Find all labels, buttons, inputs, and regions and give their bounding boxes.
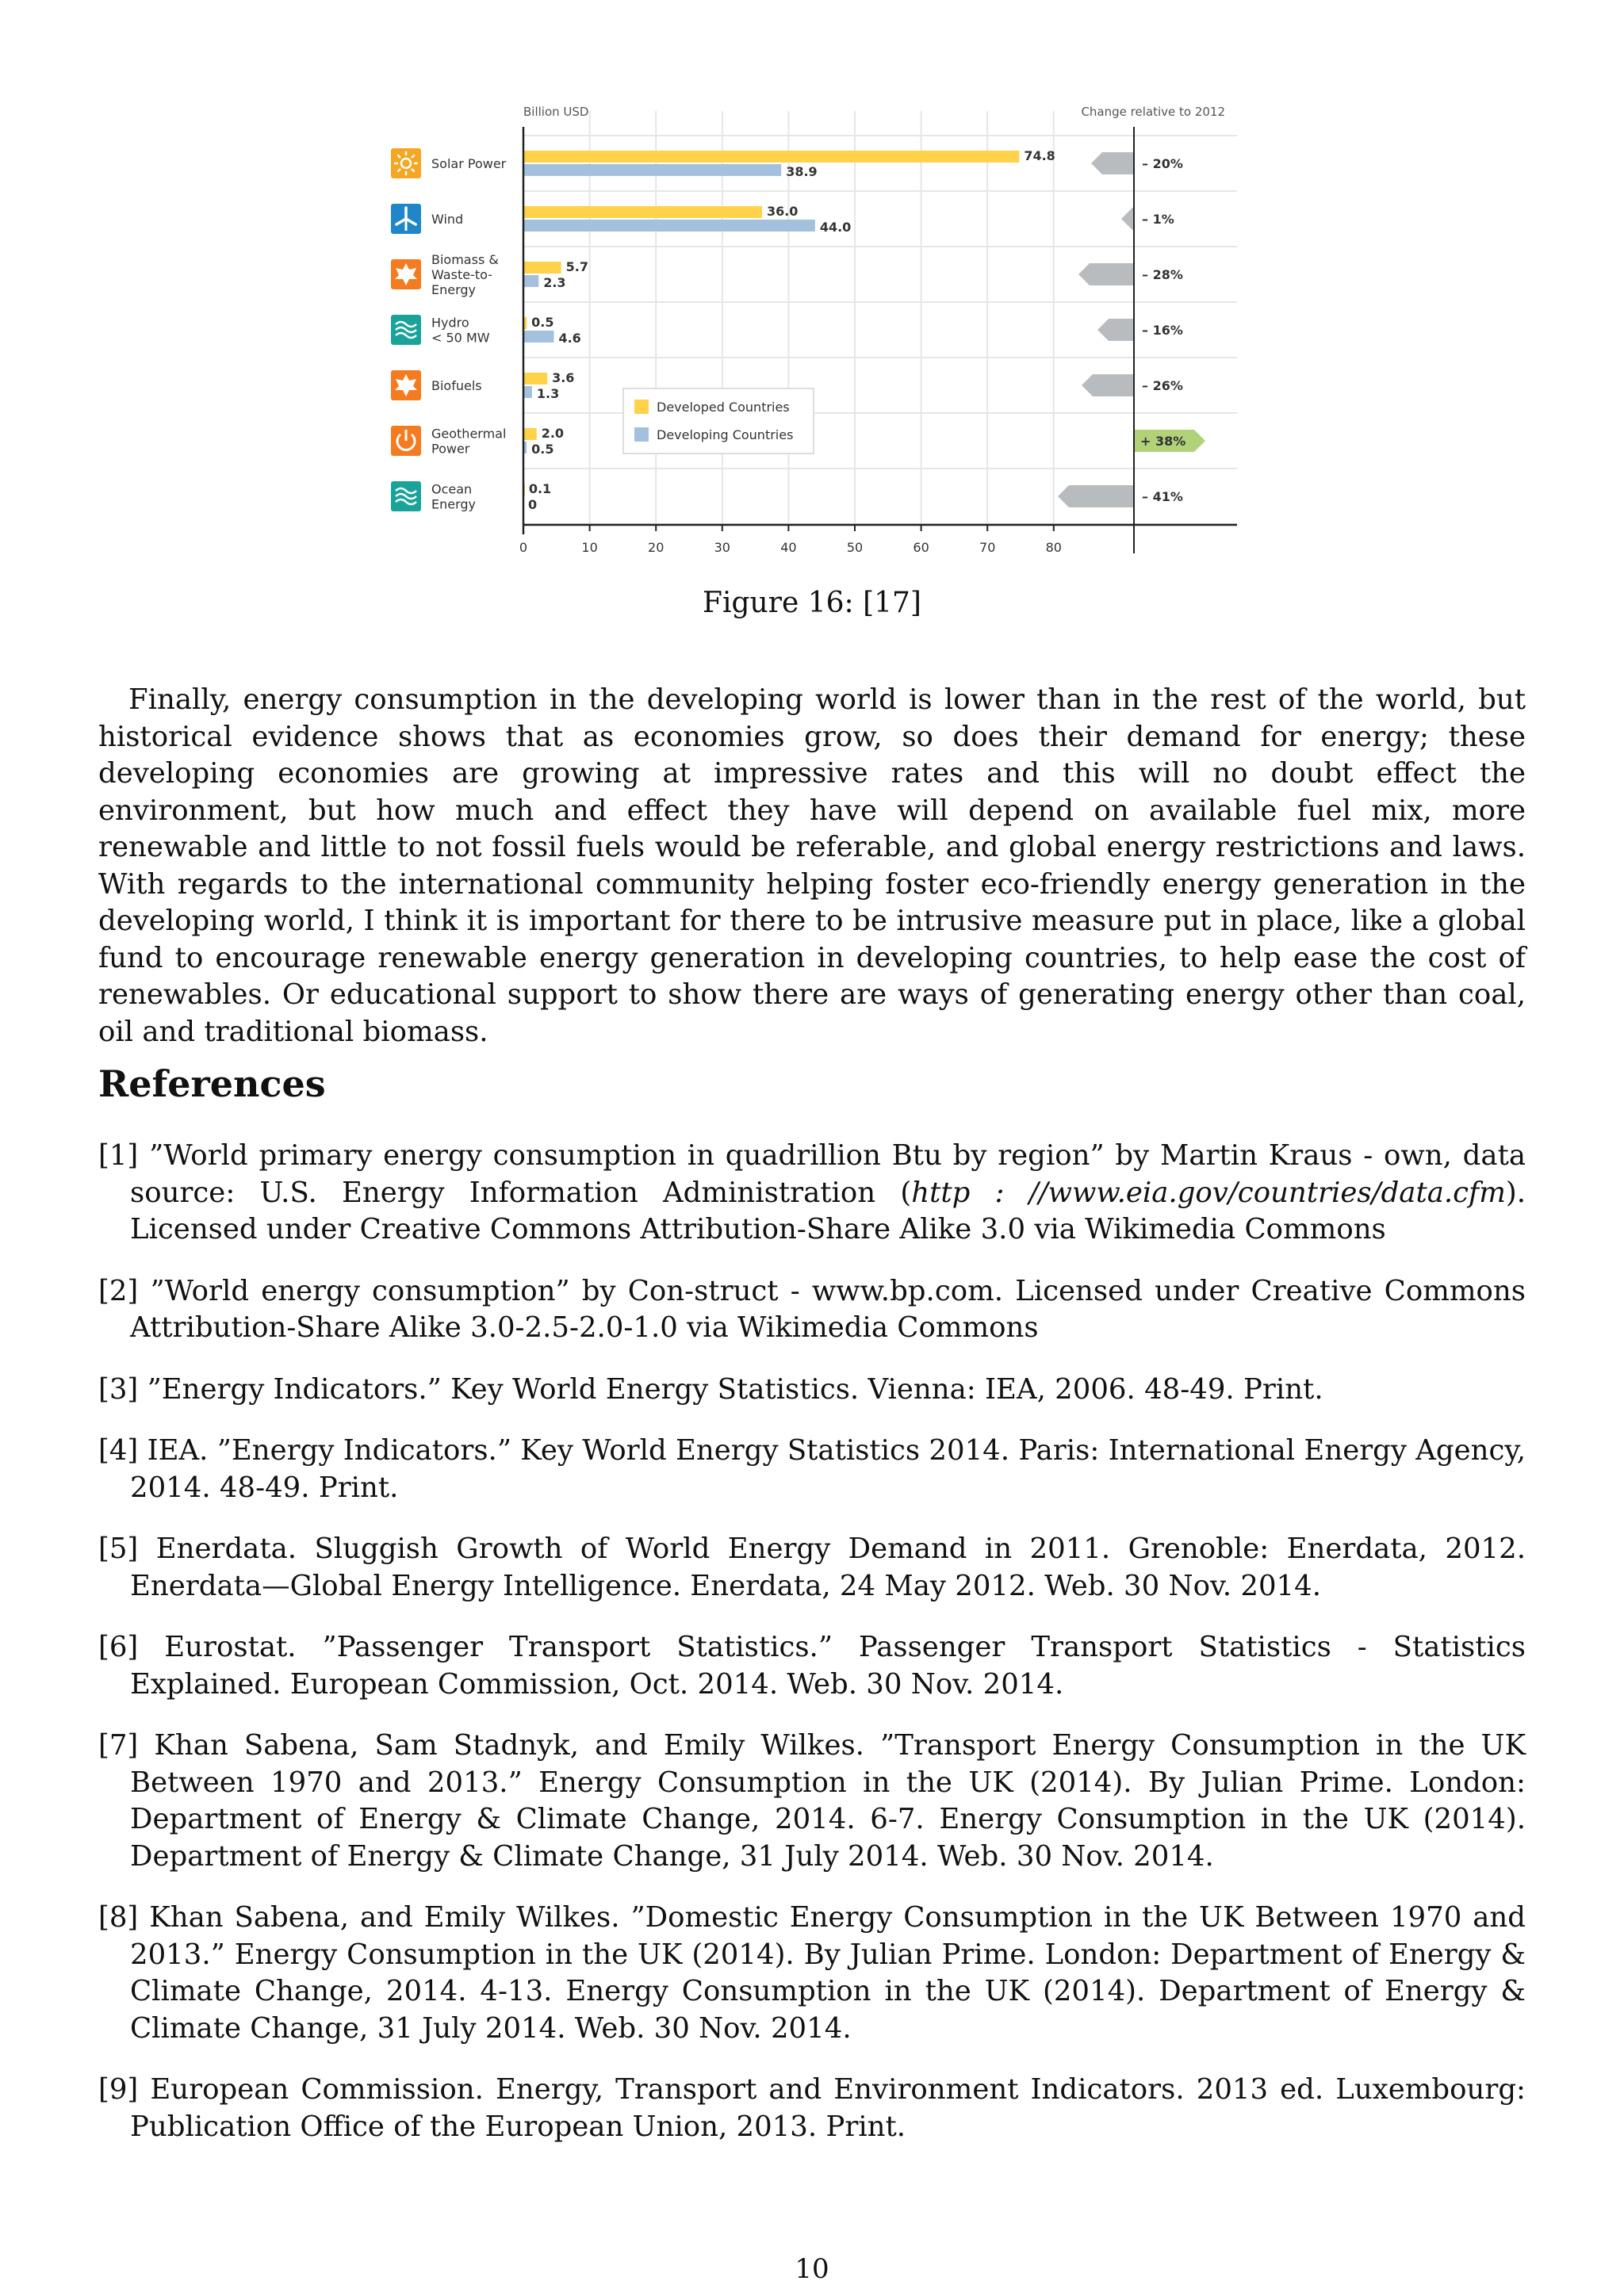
reference-item: [9] European Commission. Energy, Transport and Environment Indicators. 2013 ed. Luxembourg: Publication Office of the European Union, 2013. Print. (98, 2073, 1526, 2143)
bar-developing (523, 220, 815, 232)
leaf-icon (391, 259, 421, 289)
value-label-developing: 2.3 (543, 275, 566, 290)
legend-box (623, 388, 814, 453)
references-list (98, 1138, 1526, 2170)
category-label: Energy (431, 496, 477, 512)
reference-item: [4] IEA. ”Energy Indicators.” Key World Energy Statistics 2014. Paris: International Energy Agency, 2014. 48-49. Print. (98, 1434, 1526, 1504)
bar-developed (523, 206, 762, 218)
change-header-label: Change relative to 2012 (1081, 105, 1225, 119)
figure (373, 87, 1277, 563)
legend-label-developing: Developing Countries (657, 427, 794, 442)
body-paragraph: Finally, energy consumption in the developing world is lower than in the rest of the world, but historical evidence shows that as economies grow, so does their demand for energy; these developing economies are growing at impressive rates and this will no doubt effect the environment, but how much and effect they have will depend on available fuel mix, more renewable and little to not fossil fuels would be referable, and global energy restrictions and laws. With regards to the international community helping foster eco-friendly energy generation in the developing world, I think it is important for there to be intrusive measure put in place, like a global fund to encourage renewable energy generation in developing countries, to help ease the cost of renewables. Or educational support to show there are ways of generating energy other than coal, oil and traditional biomass. (98, 683, 1526, 1048)
leaf-icon (391, 370, 421, 400)
value-label-developing: 4.6 (558, 331, 581, 346)
x-tick-label: 20 (648, 540, 665, 555)
category-label: Waste-to- (431, 267, 492, 282)
value-label-developing: 38.9 (786, 164, 818, 179)
value-label-developing: 1.3 (536, 386, 560, 401)
reference-url: http : //www.eia.gov/countries/data.cfm (911, 1176, 1506, 1209)
water-waves-icon (391, 481, 421, 511)
legend (623, 388, 814, 453)
change-arrow-negative (1082, 374, 1134, 396)
change-label: – 1% (1142, 212, 1174, 227)
category-label: Hydro (431, 315, 469, 331)
bar-developing (523, 331, 553, 342)
category-label: Biofuels (431, 378, 482, 393)
x-tick-label: 30 (714, 540, 730, 555)
x-tick-label: 0 (519, 540, 528, 555)
reference-item: [8] Khan Sabena, and Emily Wilkes. ”Domestic Energy Consumption in the UK Between 1970 and 2013.” Energy Consumption in the UK (2014). By Julian Prime. London: Department of Energy & Climate Change, 2014. 4-13. Energy Consumption in the UK (2014). Department of Energy & Climate Change, 31 July 2014. Web. 30 Nov. 2014. (98, 1901, 1526, 2045)
x-tick-label: 70 (979, 540, 996, 555)
reference-item: [2] ”World energy consumption” by Con-struct - www.bp.com. Licensed under Creative Commons Attribution-Share Alike 3.0-2.5-2.0-1.0 via Wikimedia Commons (98, 1274, 1526, 1344)
value-label-developing: 44.0 (819, 220, 852, 235)
value-label-developing: 0 (528, 497, 538, 512)
legend-swatch-developing (634, 427, 649, 442)
reference-item: [6] Eurostat. ”Passenger Transport Statistics.” Passenger Transport Statistics - Statistics Explained. European Commission, Oct. 2014. Web. 30 Nov. 2014. (98, 1631, 1526, 1701)
legend-swatch-developed (634, 400, 649, 414)
value-label-developed: 36.0 (766, 204, 799, 219)
bar-developing (523, 164, 781, 176)
bar-developed (523, 151, 1019, 163)
category-label: Power (431, 441, 470, 457)
page-number: 10 (795, 2253, 829, 2285)
figure-caption: Figure 16: [17] (703, 587, 921, 619)
value-label-developed: 5.7 (565, 259, 588, 274)
power-icon (391, 426, 421, 456)
reference-item: [1] ”World primary energy consumption in quadrillion Btu by region” by Martin Kraus - own, data source: U.S. Energy Information Administration (http : //www.eia.gov/countries/data.cfm). Licensed under Creative Commons Attribution-Share Alike 3.0 via Wikimedia Commons (98, 1139, 1526, 1246)
x-tick-label: 80 (1045, 540, 1062, 555)
change-arrow-negative (1097, 319, 1134, 341)
investment-bar-chart (373, 87, 1277, 563)
change-arrow-negative (1091, 152, 1134, 174)
category-label: Geothermal (431, 426, 507, 442)
change-label: – 26% (1142, 378, 1183, 393)
category-label: Energy (431, 282, 477, 297)
change-label: – 41% (1142, 489, 1183, 504)
bar-developed (523, 373, 547, 385)
category-label: Biomass & (431, 252, 499, 267)
body-text (98, 682, 1526, 1050)
x-tick-label: 60 (913, 540, 929, 555)
change-arrow-negative (1121, 208, 1134, 230)
references-heading: References (98, 1062, 326, 1105)
wind-turbine-icon (391, 204, 421, 234)
value-label-developing: 0.5 (531, 442, 554, 457)
change-label: – 20% (1142, 156, 1183, 171)
reference-item: [5] Enerdata. Sluggish Growth of World Energy Demand in 2011. Grenoble: Enerdata, 2012. Enerdata—Global Energy Intelligence. Enerdata, 24 May 2012. Web. 30 Nov. 2014. (98, 1533, 1526, 1602)
category-label: < 50 MW (431, 330, 490, 346)
value-label-developed: 0.5 (531, 315, 554, 330)
bar-developing (523, 275, 538, 287)
x-tick-label: 40 (780, 540, 797, 555)
x-tick-label: 10 (581, 540, 598, 555)
category-label: Wind (431, 212, 464, 227)
bar-developing (523, 386, 532, 398)
sun-icon (391, 148, 421, 178)
bar-developed (523, 428, 537, 440)
change-arrow-negative (1058, 485, 1134, 507)
y-unit-label: Billion USD (523, 105, 589, 119)
category-label: Ocean (431, 481, 473, 497)
change-label: – 16% (1142, 323, 1183, 338)
change-label: – 28% (1142, 267, 1183, 282)
value-label-developed: 3.6 (552, 370, 575, 385)
x-tick-label: 50 (846, 540, 864, 555)
change-label: + 38% (1140, 434, 1186, 449)
legend-label-developed: Developed Countries (657, 400, 790, 415)
value-label-developed: 74.8 (1024, 148, 1055, 163)
bar-developed (523, 262, 561, 274)
change-arrow-negative (1078, 263, 1134, 285)
value-label-developed: 0.1 (528, 481, 552, 496)
reference-item: [3] ”Energy Indicators.” Key World Energy Statistics. Vienna: IEA, 2006. 48-49. Print. (98, 1372, 1323, 1406)
category-label: Solar Power (431, 156, 507, 171)
water-waves-icon (391, 315, 421, 345)
value-label-developed: 2.0 (541, 426, 565, 441)
reference-item: [7] Khan Sabena, Sam Stadnyk, and Emily Wilkes. ”Transport Energy Consumption in the UK Between 1970 and 2013.” Energy Consumption in the UK (2014). By Julian Prime. London: Department of Energy & Climate Change, 2014. 6-7. Energy Consumption in the UK (2014). Department of Energy & Climate Change, 31 July 2014. Web. 30 Nov. 2014. (98, 1729, 1526, 1873)
